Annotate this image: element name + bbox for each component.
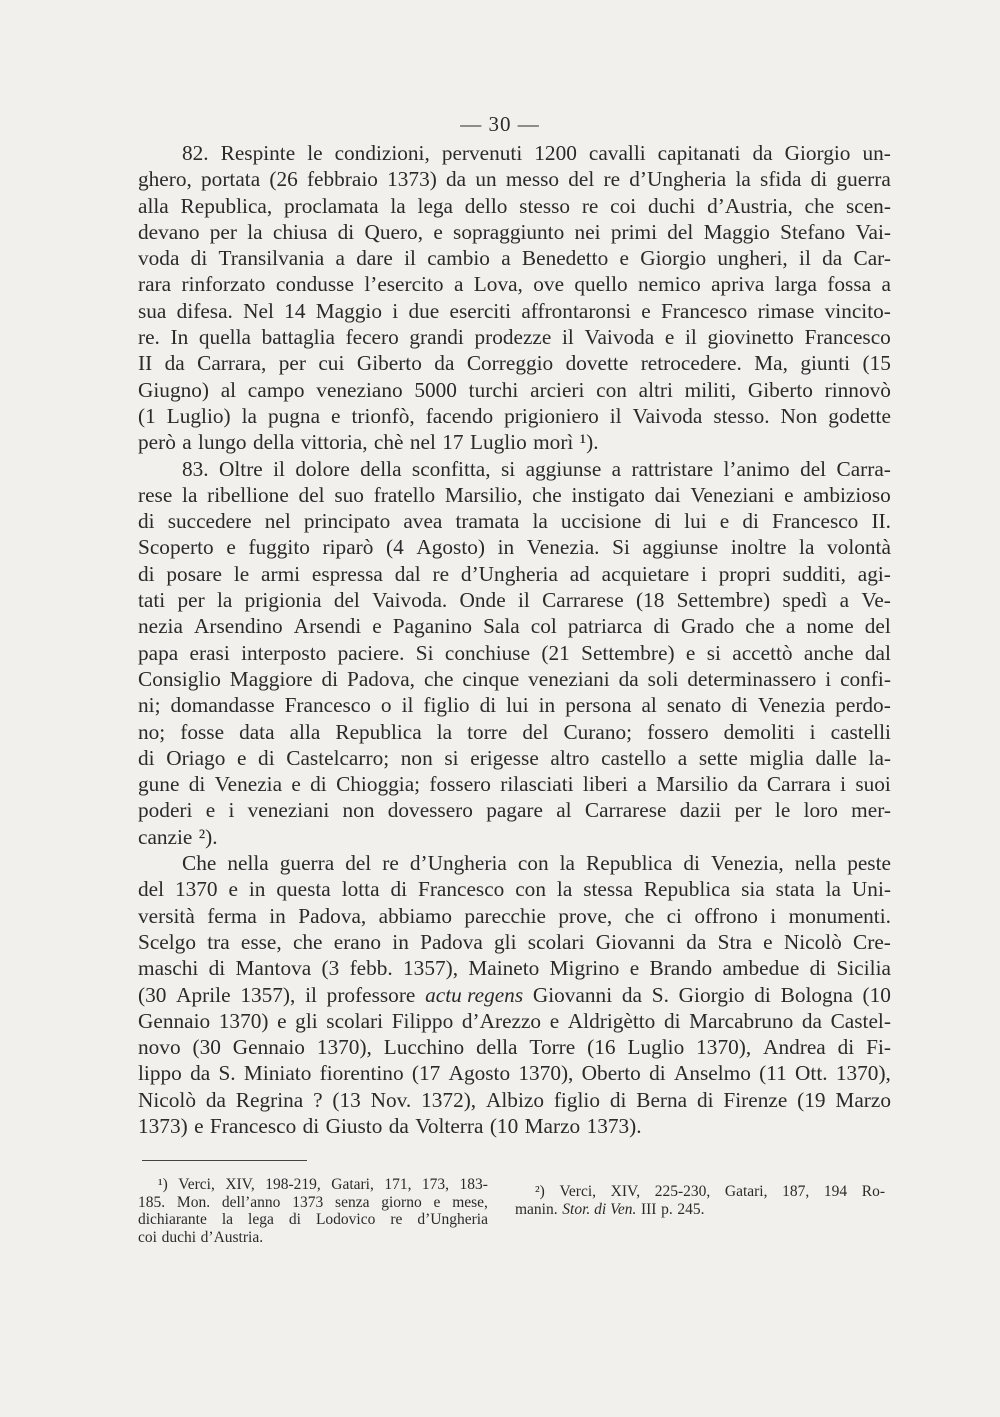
body-text-line: canzie ²).: [138, 824, 218, 849]
body-text-line: di posare le armi espressa dal re d’Ungheria ad acquietare i propri sudditi, agi-: [138, 561, 891, 586]
body-text-line: di succedere nel principato avea tramata la uccisione di lui e di Francesco II.: [138, 509, 891, 534]
body-text-line: alla Republica, proclamata la lega dello stesso re coi duchi d’Austria, che scen-: [138, 193, 891, 218]
footnote-1: [138, 1176, 488, 1246]
body-text-line: gune di Venezia e di Chioggia; fossero rilasciati liberi a Marsilio da Carrara i suoi: [138, 772, 891, 797]
body-text-line: Scoperto e fuggito riparò (4 Agosto) in Venezia. Si aggiunse inoltre la volontà: [138, 535, 891, 560]
body-text-line: (1 Luglio) la pugna e trionfò, facendo prigioniero il Vaivoda stesso. Non godette: [138, 403, 891, 428]
body-text-line: re. In quella battaglia fecero grandi prodezze il Vaivoda e il giovinetto Francesco: [138, 325, 891, 350]
body-text-line: Scelgo tra esse, che erano in Padova gli scolari Giovanni da Stra e Nicolò Cre-: [138, 929, 891, 954]
body-text-line: poderi e i veneziani non dovessero pagare al Carrarese dazii per le loro mer-: [138, 798, 891, 823]
body-text-line: sua difesa. Nel 14 Maggio i due eserciti affrontaronsi e Francesco rimase vincito-: [138, 298, 891, 323]
body-text-line: no; fosse data alla Republica la torre del Curano; fossero demoliti i castelli: [138, 719, 891, 744]
page-number: — 30 —: [460, 112, 540, 136]
body-text: [138, 140, 891, 1139]
body-text-line: 82. Respinte le condizioni, pervenuti 1200 cavalli capitanati da Giorgio un-: [182, 141, 891, 165]
body-text-line: 1373) e Francesco di Giusto da Volterra (10 Marzo 1373).: [138, 1113, 642, 1138]
body-text-line: del 1370 e in questa lotta di Francesco con la stessa Republica sia stata la Uni-: [138, 877, 891, 902]
body-text-line: Nicolò da Regrina ? (13 Nov. 1372), Albizo figlio di Berna di Firenze (19 Marzo: [138, 1087, 891, 1112]
body-text-line: papa erasi interposto paciere. Si conchiuse (21 Settembre) e si accettò anche dal: [138, 640, 891, 665]
footnote-2: [515, 1183, 885, 1218]
body-text-line: ni; domandasse Francesco o il figlio di lui in persona al senato di Venezia perdo-: [138, 693, 891, 718]
body-text-line: novo (30 Gennaio 1370), Lucchino della Torre (16 Luglio 1370), Andrea di Fi-: [138, 1035, 891, 1060]
footnote-1-line: ¹) Verci, XIV, 198-219, Gatari, 171, 173, 183-: [158, 1176, 488, 1193]
footnote-1-line: coi duchi d’Austria.: [138, 1228, 264, 1246]
body-text-line: Che nella guerra del re d’Ungheria con la Republica di Venezia, nella peste: [182, 851, 891, 876]
body-text-line: nezia Arsendino Arsendi e Paganino Sala col patriarca di Grado che a nome del: [138, 614, 891, 639]
body-text-line: di Oriago e di Castelcarro; non si erigesse altro castello a sette miglia dalle la-: [138, 745, 891, 770]
footnote-1-line: 185. Mon. dell’anno 1373 senza giorno e mese,: [138, 1193, 488, 1211]
body-text-line: II da Carrara, per cui Giberto da Correggio dovette retrocedere. Ma, giunti (15: [138, 351, 891, 376]
body-text-line: tati per la prigionia del Vaivoda. Onde il Carrarese (18 Settembre) spedì a Ve-: [138, 588, 891, 613]
body-text-line: Consiglio Maggiore di Padova, che cinque veneziani da soli determinassero i confi-: [138, 666, 891, 691]
body-text-line: Gennaio 1370) e gli scolari Filippo d’Arezzo e Aldrigètto di Marcabruno da Castel-: [138, 1008, 891, 1033]
body-text-line: Giugno) al campo veneziano 5000 turchi arcieri con altri militi, Giberto rinnovò: [138, 377, 891, 402]
body-text-line: lippo da S. Miniato fiorentino (17 Agosto 1370), Oberto di Anselmo (11 Ott. 1370),: [138, 1061, 891, 1086]
body-text-line: però a lungo della vittoria, chè nel 17 Luglio morì ¹).: [138, 430, 599, 455]
body-text-line: ghero, portata (26 febbraio 1373) da un messo del re d’Ungheria la sfida di guerra: [138, 167, 891, 192]
body-text-line: rese la ribellione del suo fratello Marsilio, che instigato dai Veneziani e ambizioso: [138, 482, 891, 507]
footnote-2-line: ²) Verci, XIV, 225-230, Gatari, 187, 194 Ro-: [535, 1183, 885, 1200]
body-text-line: rara rinforzato condusse l’esercito a Lova, ove quello nemico apriva larga fossa a: [138, 272, 891, 297]
footnote-separator: [142, 1160, 307, 1161]
body-text-line: versità ferma in Padova, abbiamo parecchie prove, che ci offrono i monumenti.: [138, 903, 891, 928]
body-text-line: voda di Transilvania a dare il cambio a Benedetto e Giorgio ungheri, il da Car-: [138, 246, 891, 271]
body-text-line: (30 Aprile 1357), il professore actu regens Giovanni da S. Giorgio di Bologna (10: [138, 982, 891, 1007]
body-text-line: maschi di Mantova (3 febb. 1357), Maineto Migrino e Brando ambedue di Sicilia: [138, 956, 891, 981]
body-text-line: devano per la chiusa di Quero, e sopraggiunto nei primi del Maggio Stefano Vai-: [138, 219, 891, 244]
body-text-line: 83. Oltre il dolore della sconfitta, si aggiunse a rattristare l’animo del Carra-: [182, 456, 891, 481]
footnote-2-line: manin. Stor. di Ven. III p. 245.: [515, 1200, 705, 1218]
footnote-1-line: dichiarante la lega di Lodovico re d’Ungheria: [138, 1211, 488, 1228]
